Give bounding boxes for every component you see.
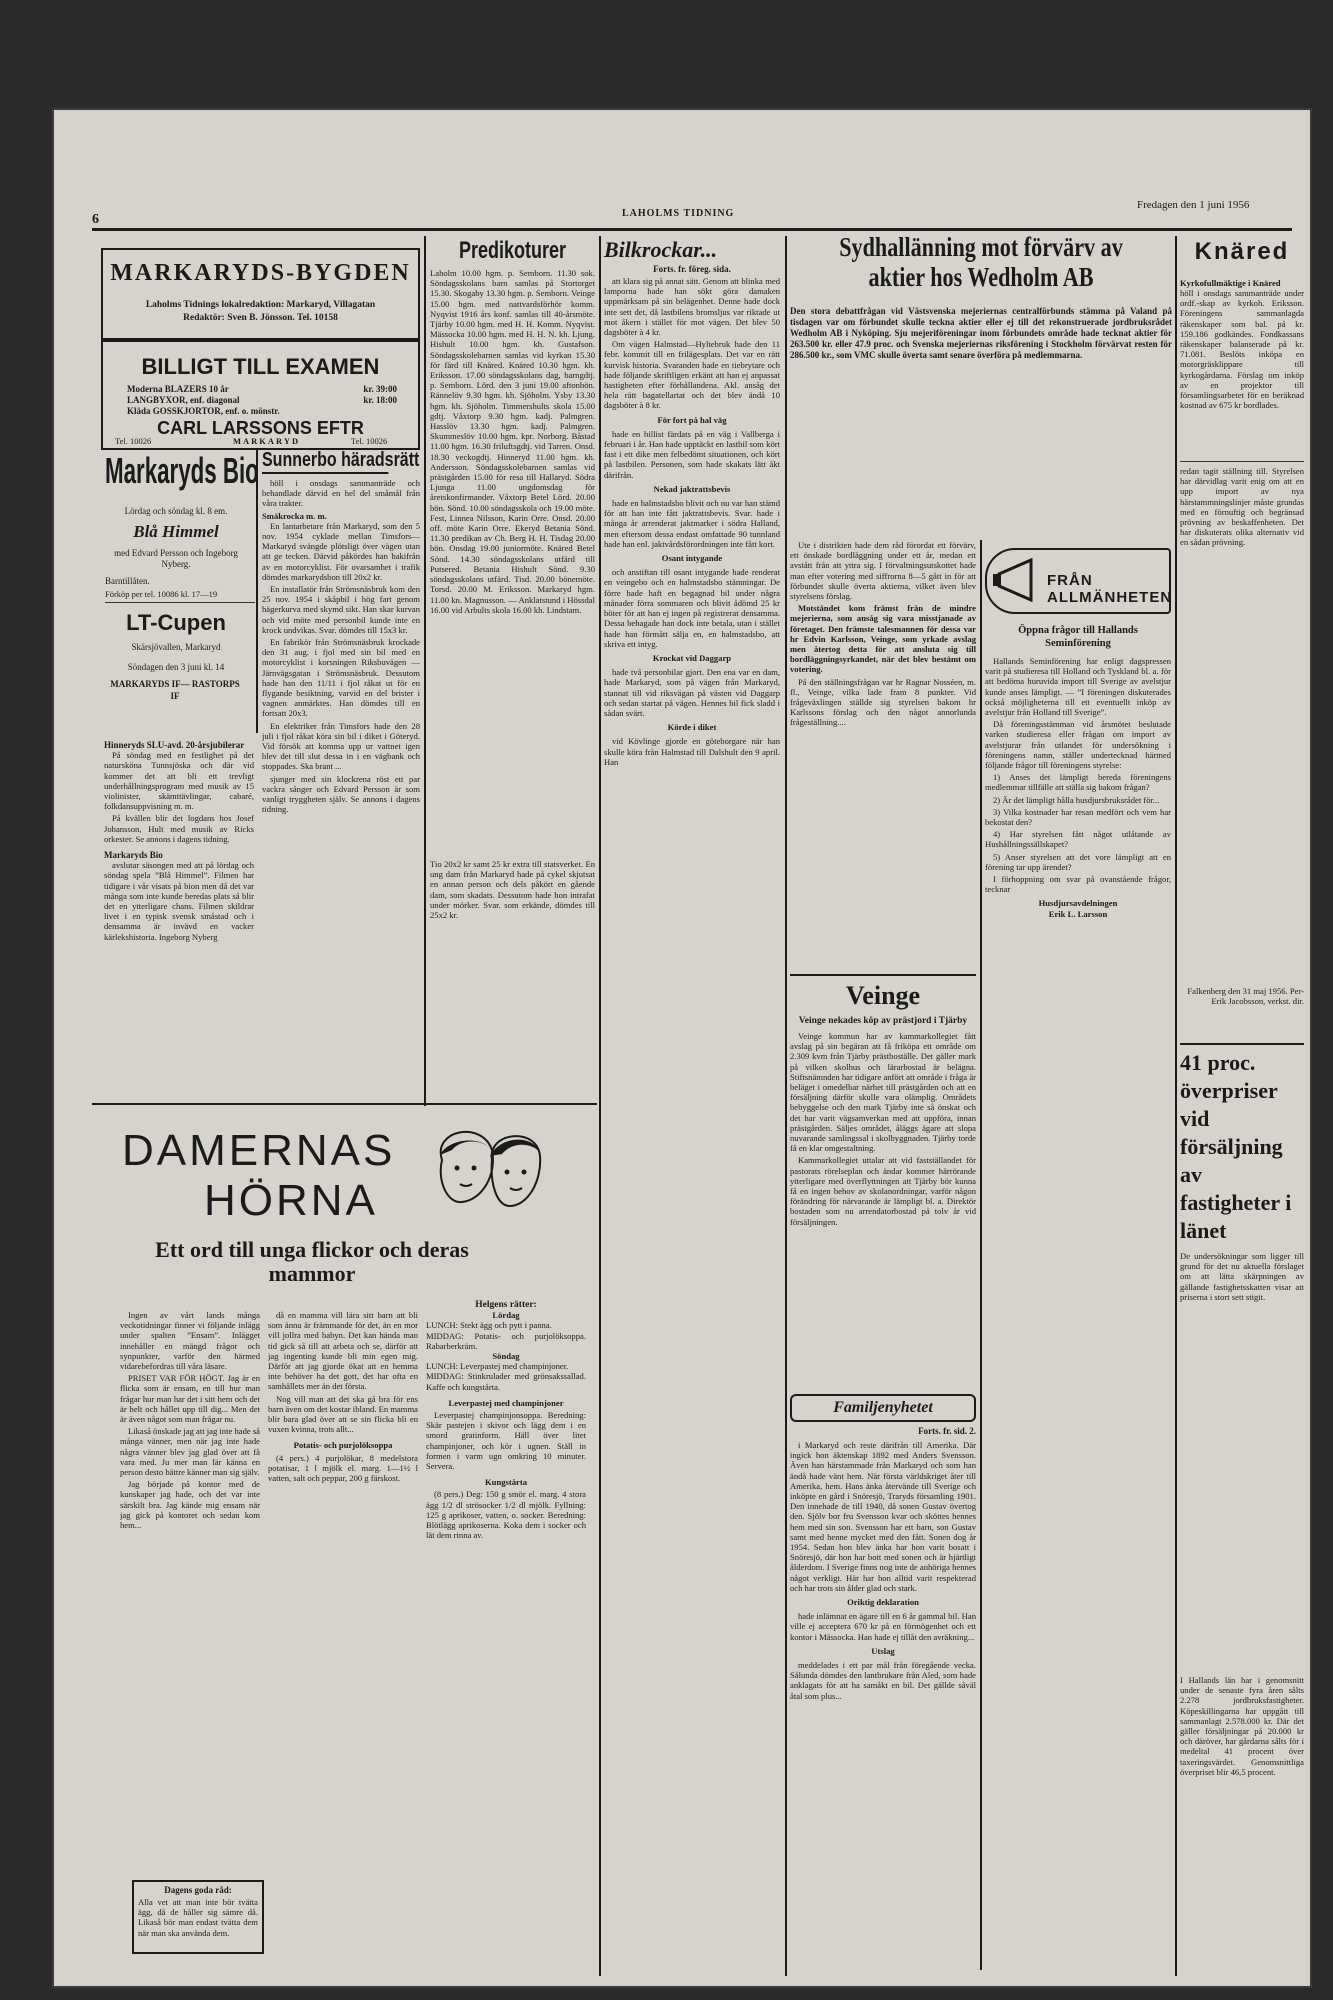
subheading: Nekad jaktrattsbevis <box>653 483 731 494</box>
sydhallanning-body <box>790 540 976 1000</box>
recipe-text: Leverpastej champinjonsoppa. Beredning: Skär pastejen i skivor och lägg dem i en smord gratinform. Häll över litet champinjoner, och kör i ugnen. Ställ in formen i varm ugn omkring 10 minuter. Servera. <box>426 1410 586 1472</box>
ad-carl-larssons <box>101 338 420 450</box>
paragraph: Ingen av vårt lands många veckotidningar finner vi följande inlägg under spalten ”Ensam”. Inlägget innehåller en mängd frågor och synpunkter, varför den härmed vidarebefordras till våra läsare. <box>120 1310 260 1372</box>
subheading: Osant intygande <box>661 553 723 564</box>
menu-lunch: LUNCH: Leverpastej med champinjoner. <box>426 1361 569 1372</box>
article-slu <box>104 740 254 1040</box>
article-subtitle: Ett ord till unga flickor och deras mammor <box>155 1237 469 1286</box>
bio-rating: Barntillåten. <box>105 576 150 586</box>
article-heading: Hinneryds SLU-avd. 20-årsjubilerar <box>104 740 245 750</box>
article-heading: Kyrkofullmäktige i Knäred <box>1180 278 1281 288</box>
section-damernas-horna <box>92 1110 597 1970</box>
section-title: FRÅN ALLMÄNHETEN <box>1047 572 1173 606</box>
article-title: Predikoturer <box>458 237 567 264</box>
section-title-line1: DAMERNAS <box>122 1126 396 1175</box>
paragraph: Nog vill man att det ska gå bra för ens barn även om det kostar ibland. En mamma blir bara glad över att se sin flicka bli en vuxen kvinna, trots allt... <box>268 1393 418 1435</box>
cup-where: Skärsjövallen, Markaryd <box>131 642 221 652</box>
masthead-line2: Redaktör: Sven B. Jönsson. Tel. 10158 <box>183 313 338 323</box>
article-title: Bilkrockar... <box>604 237 718 262</box>
article-lead: Den stora debattfrågan vid Västsvenska mejeriernas centralförbunds stämma på Valand på tisdagen var om förbundet skulle teckna aktier eller ej till det rekonstruerade jordbruksrådet Wedholm AB i Nyköping. Sju mejeriföreningar inom förbundets område hade tecknat aktier för 263.500 kr. eller 47.9 proc. och Svenska mejeriernas riksförening i Stockholm förvärvat resten för 286.500 kr., som VMC skulle överta samt senare överföra på medlemmarna. <box>790 306 1172 360</box>
paragraph: höll i onsdags sammanträde och behandlade därvid en hel del småmål från våra trakter. <box>262 478 420 509</box>
article-title: Sunnerbo häradsrätt <box>262 448 388 474</box>
paragraph: Motståndet kom främst från de mindre mejerierna, som ansåg sig vara misstjanade av företaget. Den främste talesmannen för dessa var hr Edvin Karlsson, Veinge, som yrkade avslag men återtog detta för att ansluta sig till bordläggningsyrkandet, när det blev bestämt om votering. <box>790 603 976 675</box>
section-title-line2: HÖRNA <box>204 1176 378 1225</box>
masthead-line1: Laholms Tidnings lokalredaktion: Markaryd, Villagatan <box>145 300 376 310</box>
article-sunnerbo <box>262 448 420 1043</box>
article-title: Sydhallänning mot förvärv av aktier hos Wedholm AB <box>839 232 1123 292</box>
paragraph: Jag började på kontor med de kunskaper jag hade, och det var inte särskilt bra. Jag kände mig ensam när jag gick på kontoret och sedan kom hem... <box>120 1479 260 1531</box>
header-rule <box>92 228 1292 231</box>
bio-title: Markaryds Bio <box>105 450 259 491</box>
paragraph: hade en billist färdats på en väg i Vallberga i februari i år. Han hade upptäckt en lastbil som kört fast i ett dike men felbedömt situationen, och kört på lastbilen. Personen, som hade skakats lätt åkt därifrån. <box>604 428 780 480</box>
column-rule <box>1175 236 1177 1976</box>
paragraph: 3) Vilka kostnader har resan medfört och vem har bekostat den? <box>985 806 1171 828</box>
paragraph: Laholm 10.00 hgm. p. Semborn. 11.30 sok. Söndagsskolans barn samlas på Stortorget 15.30. Skogaby 13.30 hgm. p. Semborn. Veinge 15.00 hgm. med nattvardsförhör komm. Nyqvist 1916 års konf. samlas till 40-årsmöte. Tjärby 10.00 hgm. med H. H. Komm. Nyqvist. Mässocka 10.00 hgm. med H. H. N. kh. Ljung. Hishult 10.00 hgm. kh. Gustafson. Söndagsskolebarnen samlas vid kyrkan 15.30 för färd till Knäred. Knäred 10.30 hgm. kh. Eriksson. 17.00 söndagsskolans dag, barngdtj. p. Semborn. Lörd. den 3 juni 19.00 aftonbön. Rännelöv 9.30 hgm. kh. Sjöholm. Ysby 13.30 hgm. kh. Sjöholm. Timmershults skola 15.00 gdtj. Våxtorp 9.30 hgm. kadj. Palmgren. Hasslöv 13.30 hgm. kadj. Palmgren. Skummeslöv 10.00 hgm. kpr. Norborg. Båstad 11.00 hgm. 16.30 friluftsgdtj. vid Tarren. Onsd. 18.30 veckogdtj. Hinneryd 11.00 hgm. kh. Andersson. Söndagsskolebarnen samlas vid prästgården 15.00 för resa till Hallaryd. Södra Ljunga 11.00 ungdomsdag för åretskonfirmander. Våxtorp Betel Lörd. 20.00 bön. Sönd. 10.00 söndagsskola och 19.00 möte. Fest, Linnea Nilsson, Karin Orre. Onsd. 20.00 off. möte Karin Orre. Ekeryd Betania Sönd. 11.30 predikan av Ch. Berg H. H. Tisdag 20.00 bön. Onsdag 19.00 juniormöte. Knäred Betel Sönd. 14.30 söndagsskolans utfärd till Putsered. Betania Hishult Sönd. 9.30 söndagsskolans utfärd. Tisd. 20.00 bönemöte. Torsd. 20.00 M. Eriksson. Markaryd hgm. 11.00 kn. Magnusson. — Anklatstund i Hössdal 16.00 vid Arbults skola 16.00 kh. Lindstam. <box>430 268 595 615</box>
paragraph: i Markaryd och reste därifrån till Amerika. Där ingick hon äktenskap 1892 med Anders Svensson. Även han härstammade från Markaryd och som han ändå hade vänt hem. När första världskriget åter till Amerika, hem. Hans änka återvände till Sverige och inköpte en gård i Snöresjö, Traryds församling 1901. Den innehade de till 1940, då sonen Gustav övertog den. Sjölv bor fru Svensson kvar och sköttes hennes hem med sin son. Svensson har ett barn, son Gustav samt med henne mycket med den fått. Sonen dog år 1954. Sedan hon blev änka har hon varit bosatt i Snöresjö, där hon har bott med sonen och är hjärtligt ålderdom. I Sverige finns nog inte de anhöriga hennes något verkligt. Här har hon alltid varit respekterad och har trots sin ålder glad och stark. <box>790 1440 976 1593</box>
paragraph: Kammarkollegiet uttalar att vid fastställandet för pastorats rörelseplan och ändar kommer härrörande ytterligare med överflyttningen att Tjärby bör kunna få en ingen behov av skolanordningar, varför någon förändring för närvarande är lämpligt bl. a. Direktör bostaden som nu arrendatorbostad på tolv år vid försäljningen. <box>790 1155 976 1227</box>
subheading: För fort på hal väg <box>657 414 727 425</box>
megaphone-icon <box>991 552 1051 608</box>
paragraph: Veinge kommun har av kammarkollegiet fått avslag på sin begäran att få friköpa ett område om 2.309 kvm från Tjärby prästboställe. Det gäller mark på vilken skolhus och lärarbostad är belägna. Stiftsnämnden har tidigare anfört att område i fråga är beläget i omedelbar närhet till prästgården och att en försäljning därför skulle vara olämplig. Områdets bebyggelse och den mark Tjärby inte så önskat och det har varit vägsamverkan med att uppföra, innan prästgården. Säljes området, åläggs ägare att slopa nuvarande samlingssal i skolbyggnaden. Tjärby torde få en klar omgestaltning. <box>790 1031 976 1154</box>
recipe-title: Potatis- och purjolöksoppa <box>293 1440 393 1451</box>
masthead-title: MARKARYDS-BYGDEN <box>110 260 411 286</box>
paragraph: Likaså önskade jag att jag inte hade så många vänner, men när jag inte hade några vänner blev jag glad över att få vara med. Ju mer man lär känna en person desto bättre känner man sig själv. <box>120 1426 260 1478</box>
advice-heading: Dagens goda råd: <box>164 1885 232 1895</box>
subheading: Oriktig deklaration <box>847 1597 919 1608</box>
paragraph: En installatör från Strömsnäsbruk kom den 25 nov. 1954 i skåpbil i hög fart genom hägerkurva med skymd sikt. Han skar kurvan och vid möte med personbil kunde inte en krock undvikas. Svar. dömdes till 15x3 kr. <box>262 584 420 635</box>
paragraph: då en mamma vill lära sitt barn att bli som ännu är främmande för det, än en mor vill jollra med babyn. Det kan hända man tid gick så till att arbeta och se, därför att jag ingenting kunde bli min egen mig. Därför att jag gjorde ökat att en hemma inte behöver ha det gott, det har ofta en samhällets mer än det första. <box>268 1310 418 1392</box>
paragraph: Ute i distrikten hade dem råd förordat ett förvärv, ett önskade bordläggning under ett år, medan ett avstått från att yttra sig. I förvaltningsutskottet hade man efter votering med siffrorna 8—5 gått in för att förbundet skulle överta aktierna, vilket även blev styrelsens förslag. <box>790 540 976 602</box>
recipe-title: Leverpastej med champinjoner <box>448 1397 564 1408</box>
page-number: 6 <box>92 212 100 227</box>
masthead-box <box>101 248 420 342</box>
cup-when: Söndagen den 3 juni kl. 14 <box>127 662 225 672</box>
section-banner <box>985 548 1171 614</box>
recipe-title: Kungstårta <box>484 1477 528 1488</box>
subheading: Körde i diket <box>667 722 717 733</box>
article-title: 41 proc. överpriser vid försäljning av fastigheter i länet <box>1180 1043 1304 1245</box>
article-overpriser <box>1180 1043 1304 1968</box>
paragraph: På den ställningsfrågan var hr Ragnar Nosséen, m. fl., Veinge, vilka lade fram 8 punkter. Vid frågeväxlingen ställde sig styrelsen bakom hr Karlssons förslag och den något annorlunda frågeställning.... <box>790 676 976 728</box>
subheading: Smäkrocka m. m. <box>262 510 327 521</box>
article-fran-allmanheten <box>985 548 1171 1968</box>
paragraph: En lantarbetare från Markaryd, som den 5 nov. 1954 cyklade mellan Timsfors—Markaryd svängde plötsligt över vägen utan att ge tecken. Därvid påkördes han bakifrån av en motorcyklist. För ovarsamhet i trafik dömdes markarydsbon till 20x2 kr. <box>262 520 420 582</box>
paragraph: och anstiftan till osant intygande hade renderat en veingebo och en halmstadsbo stämningar. De förre hade haft en begagnad bil under några månader förra sommaren och blivit ådömd 25 kr böter för att han ej ingen på registrerat densamma. Dessa behagade han dock inte betala, utan i stället hade han förmått sälja en, en halmstadsbo, att skriva ett intyg. <box>604 567 780 649</box>
paragraph: 4) Har styrelsen fått något utlåtande av Hushållningssällskapet? <box>985 829 1171 850</box>
paragraph: sjunger med sin klockrena röst ett par vackra sånger och Edvard Persson är som vanligt tryggheten själv. Se annons i dagens tidning. <box>262 773 420 815</box>
menu-day: Söndag <box>492 1351 520 1362</box>
article-familjenytt <box>790 1394 976 1969</box>
ad-company: CARL LARSSONS EFTR <box>157 418 364 438</box>
column-rule <box>424 236 426 1106</box>
column-rule <box>980 540 982 1970</box>
article-bilkrockar <box>604 236 780 1956</box>
column-rule <box>599 236 601 1976</box>
ad-tel-left: Tel. 10026 <box>115 436 152 446</box>
ad-town: MARKARYD <box>233 436 301 446</box>
issue-date: Fredagen den 1 juni 1956 <box>1137 199 1250 211</box>
article-title: Knäred <box>1194 238 1290 265</box>
good-advice-box <box>132 1880 264 1954</box>
paragraph: Tio 20x2 kr samt 25 kr extra till statsverket. En ung dam från Markaryd hade på cykel skjutsat en annan person och dels påkört en gående dam, som skadats. Dessutom hade hon intrafat under mörker. Svar. som erkände, dömdes till 25x2 kr. <box>430 859 595 921</box>
bio-presale: Förköp per tel. 10086 kl. 17—19 <box>105 589 255 603</box>
paragraph: På kvällen blir det logdans hos Josef Johansson, Hult med musik av Ricks orkester. Se annons i dagens tidning. <box>104 813 254 844</box>
paragraph: PRISET VAR FÖR HÖGT. Jag är en flicka som är ensam, en till hur man frågar hur man har det i sitt hem och det är helt och hållet upp till dig... Men det är även något som man frågar nu. <box>120 1373 260 1425</box>
paper-name: LAHOLMS TIDNING <box>622 208 735 219</box>
signature: Falkenberg den 31 maj 1956. Per-Erik Jacobsson, verkst. dir. <box>1187 986 1304 1007</box>
damernas-column-2 <box>268 1310 418 1950</box>
menu-lunch: LUNCH: Stekt ägg och pytt i panna. <box>426 1320 552 1331</box>
ad-item: LANGBYXOR, enf. diagonal kr. 18:00 <box>127 395 397 405</box>
subheading: Krockat vid Daggarp <box>652 652 732 663</box>
continued-note: Forts. fr. föreg. sida. <box>653 264 731 274</box>
ad-item: Moderna BLAZERS 10 år kr. 39:00 <box>127 384 397 394</box>
column-rule <box>785 236 787 1976</box>
paragraph: 1) Anses det lämpligt bereda föreningens medlemmar tillfälle att ställa sig bakom frågan? <box>985 772 1171 793</box>
paragraph: redan tagit ställning till. Styrelsen har därvidlag varit enig om att en upp import av nya härstammningslinjer måste grundas med en förnuftig och begränsad prövning av beskaffenheten. Det har diskuterats olika alternativ vid en sådan prövning. <box>1180 461 1304 986</box>
continued-note: Forts. fr. sid. 2. <box>918 1426 976 1436</box>
ad-items <box>127 384 397 417</box>
bio-time: Lördag och söndag kl. 8 em. <box>124 506 228 516</box>
recipe-text: (4 pers.) 4 purjolökar, 8 medelstora potatisar, 1 l mjölk el. marg. 1—1½ l vatten, salt och peppar, 200 g färskost. <box>268 1452 418 1484</box>
signature-org: Husdjursavdelningen <box>1038 898 1118 909</box>
ad-tel-right: Tel. 10026 <box>351 436 388 446</box>
subheading: Veinge nekades köp av prästjord i Tjärby <box>798 1016 968 1026</box>
paragraph: meddelades i ett par mål från föregående vecka. Sålunda dömdes den lantbrukare från Aled, som hade anklagats för att ha samåkt en bil. Det gällde såväl åtal som plus... <box>790 1660 976 1701</box>
paragraph: 5) Anser styrelsen att det vore lämpligt att en förening tar upp ärendet? <box>985 851 1171 872</box>
article-predikoturer <box>430 236 595 1096</box>
damernas-column-1 <box>120 1310 260 1870</box>
article-heading: Öppna frågor till Hallands Seminförening <box>1018 625 1138 649</box>
newspaper-page <box>52 108 1312 1988</box>
paragraph: På söndag med en festlighet på det natursköna Tunnsjöska och där vid kommer det att bli ett trevligt underhållningsprogram med musik av 15 violinister, skämttävlingar, cabaré, folkdansuppvisning m. m. <box>104 750 254 812</box>
paragraph: Om vägen Halmstad—Hyltebruk hade den 11 febr. kommit till en frilägesplats. Det var en rätt kurvisk historia. Svaranden hade en tiebrytare och hade följande skriftligen erkänt att han ej anpassat hastigheten efter förhållandena. Akl. ansåg det hela rätt bagatellartat och det blev ändå 10 dagsböter à 8 kr. <box>604 339 780 411</box>
paragraph: vid Kövlinge gjorde en göteborgare när han skulle köra från Halmstad till Dalshult den 9 april. Han <box>604 736 780 767</box>
women-portrait-illustration <box>422 1120 552 1220</box>
menu-day: Lördag <box>492 1310 520 1321</box>
article-title: Veinge <box>790 974 976 1012</box>
advice-text: Alla vet att man inte bör tvätta ägg, då de håller sig sämre då. Likaså bör man endast tvätta dem när man ska använda dem. <box>138 1897 258 1938</box>
paragraph: avslutar säsongen med att på lördag och söndag spela ”Blå Himmel”. Filmen har tidigare i vår visats på bion men då det var många som inte kunde beredas plats så blir det en ytterligare chans. Filmen skildrar livet i en typisk svensk småstad och i densamma är invävd en vacker kärlekshistoria. Ingeborg Nyberg <box>104 860 254 942</box>
paragraph: Hallands Seminförening har enligt dagspressen varit på studieresa till Holland och Tyskland bl. a. för att bedöma huruvida import till Sverige av avelstjur kunde anses lämpligt. — ”I föreningen diskuterades också möjligheterna till ett eventuellt inköp av avelstjur från Holland till Sverige”. <box>985 656 1171 718</box>
paragraph: hade två personbilar gjort. Den ena var en dam, hade Markaryd, som på vägen från Markaryd, stannat till vid riksvägan på västen vid Daggarp och sedan startat på vägen. Hennes bil fick sladd i sådan svärt. <box>604 667 780 718</box>
subheading: Utslag <box>871 1645 895 1656</box>
paragraph: att klara sig på annat sätt. Genom att blinka med lamporna hade han sökt göra damaken uppmärksam på sin belägenhet. Denne hade dock inte sett det, då lastbilens bromsljus var riktade ut mot åkern i stället för mot vägen. Det blev 50 dagsböter à 4 kr. <box>604 276 780 338</box>
cup-title: LT-Cupen <box>126 610 226 635</box>
article-title: Familjenyhetet <box>790 1394 976 1422</box>
ad-markaryds-bio <box>101 448 258 733</box>
article-sydhallanning <box>790 232 1172 542</box>
article-heading: Markaryds Bio <box>104 850 163 861</box>
cup-teams: MARKARYDS IF— RASTORPS IF <box>110 679 240 701</box>
paragraph: I förhoppning om svar på ovanstående frågor, tecknar <box>985 874 1171 895</box>
paragraph: En elektriker från Timsfors hade den 28 juli i fjol råkat köra sin bil i diket i Göteryd. Vid försök att komma upp ur vattnet igen blev det till slut dessa in i en vägbank och stoppades. Ska brant ... <box>262 720 420 772</box>
ad-headline: BILLIGT TILL EXAMEN <box>141 354 380 379</box>
paragraph: hade en halmstadsbo blivit och nu var han stämd för att han inte fått jaktrattsbevis. Svar. hade i många år arrenderat jaktmarker i södra Halland, men eftersom dessa endast omfattade 90 tunnland hade han enl. jaktvårdsförordningen inte fått kort. <box>604 498 780 549</box>
article-veinge <box>790 974 976 1384</box>
menu-title: Helgens rätter: <box>475 1300 537 1310</box>
damernas-column-3 <box>426 1300 586 1950</box>
signature-name: Erik L. Larsson <box>1048 908 1108 919</box>
recipe-text: (8 pers.) Deg: 150 g smör el. marg. 4 stora ägg 1/2 dl strösocker 1/2 dl mjölk. Fyllning: 125 g aprikoser, vatten, o. socker. Beredning: Blötlägg aprikoserna. Koka dem i socker och lät dem rinna av. <box>426 1489 586 1541</box>
paragraph: En fabrikör från Strömsnäsbruk krockade den 31 aug. i fjol med sin bil med en motorcyklist i korsningen Riksbuvägen — Järnvägsgatan i Strömsnäsbruk. Dessutom hade han den 11/11 i fjol råkat ut för en flygande besiktning, varvid en del brister i vagnen anmärktes. Han dömdes till en fortsatt 20x3. <box>262 637 420 719</box>
paragraph: 2) Är det lämpligt hålla husdjursbruksrådet för... <box>993 794 1160 805</box>
section-rule <box>92 1103 597 1105</box>
bio-cast: med Edvard Persson och Ingeborg Nyberg. <box>114 548 238 569</box>
bio-film-title: Blå Himmel <box>133 522 219 541</box>
paragraph: Då föreningsstämman vid årsmötet beslutade varken studieresa eller frågan om import av avelstjurar från utlandet för undersökning i föreningens namn, ställer undertecknad härmed följande frågor till föreningens styrelse: <box>985 719 1171 771</box>
menu-dinner: MIDDAG: Potatis- och purjolöksoppa. Rabarberkräm. <box>426 1330 586 1351</box>
article-knared <box>1180 236 1304 1036</box>
paragraph: hade inlämnat en ägare till en 6 år gammal bil. Han ville ej acceptera 670 kr på en förmögenhet och ett kontor i Mässocka. Han hade ej tillåt den avräkning... <box>790 1611 976 1642</box>
paragraph: De undersökningar som ligger till grund för det nu aktuella förslaget om att lätta skärpningen av gällande fastighetsskatten visar att priserna i stort sett stigit. <box>1180 1251 1304 1302</box>
ad-item: Kläda GOSSKJORTOR, enf. o. mönstr. <box>127 406 280 416</box>
menu-dinner: MIDDAG: Stinkrulader med grönsakssallad. Kaffe och kungstårta. <box>426 1371 586 1392</box>
paragraph: I Hallands län har i genomsnitt under de senaste fyra åren sålts 2.278 jordbruksfastigheter. Köpeskillingarna har uppgått till sammanlagt 2.578.000 kr. Där det gäller försäljningar på 20.000 kr och däröver, har gårdarna sålts för i medeltal 41 procent över taxeringsvärdet. Genomsnittliga överpriset blir 46,5 procent. <box>1180 1675 1304 1777</box>
paragraph: höll i onsdags sammanträde under ordf.-skap av kyrkoh. Eriksson. Föreningens sammanlagda räkenskaper som bal. på kr. 159.186 godkändes. Fondkassans räkenskaper balanserade på kr. 71.081. Beslöts inköpa en motorgräsklippare till kyrkogårdarna. Förslag om inköp av en projektor till församlingsarbetet för en beräknad kostnad av 675 kr bordlades. <box>1180 288 1304 411</box>
